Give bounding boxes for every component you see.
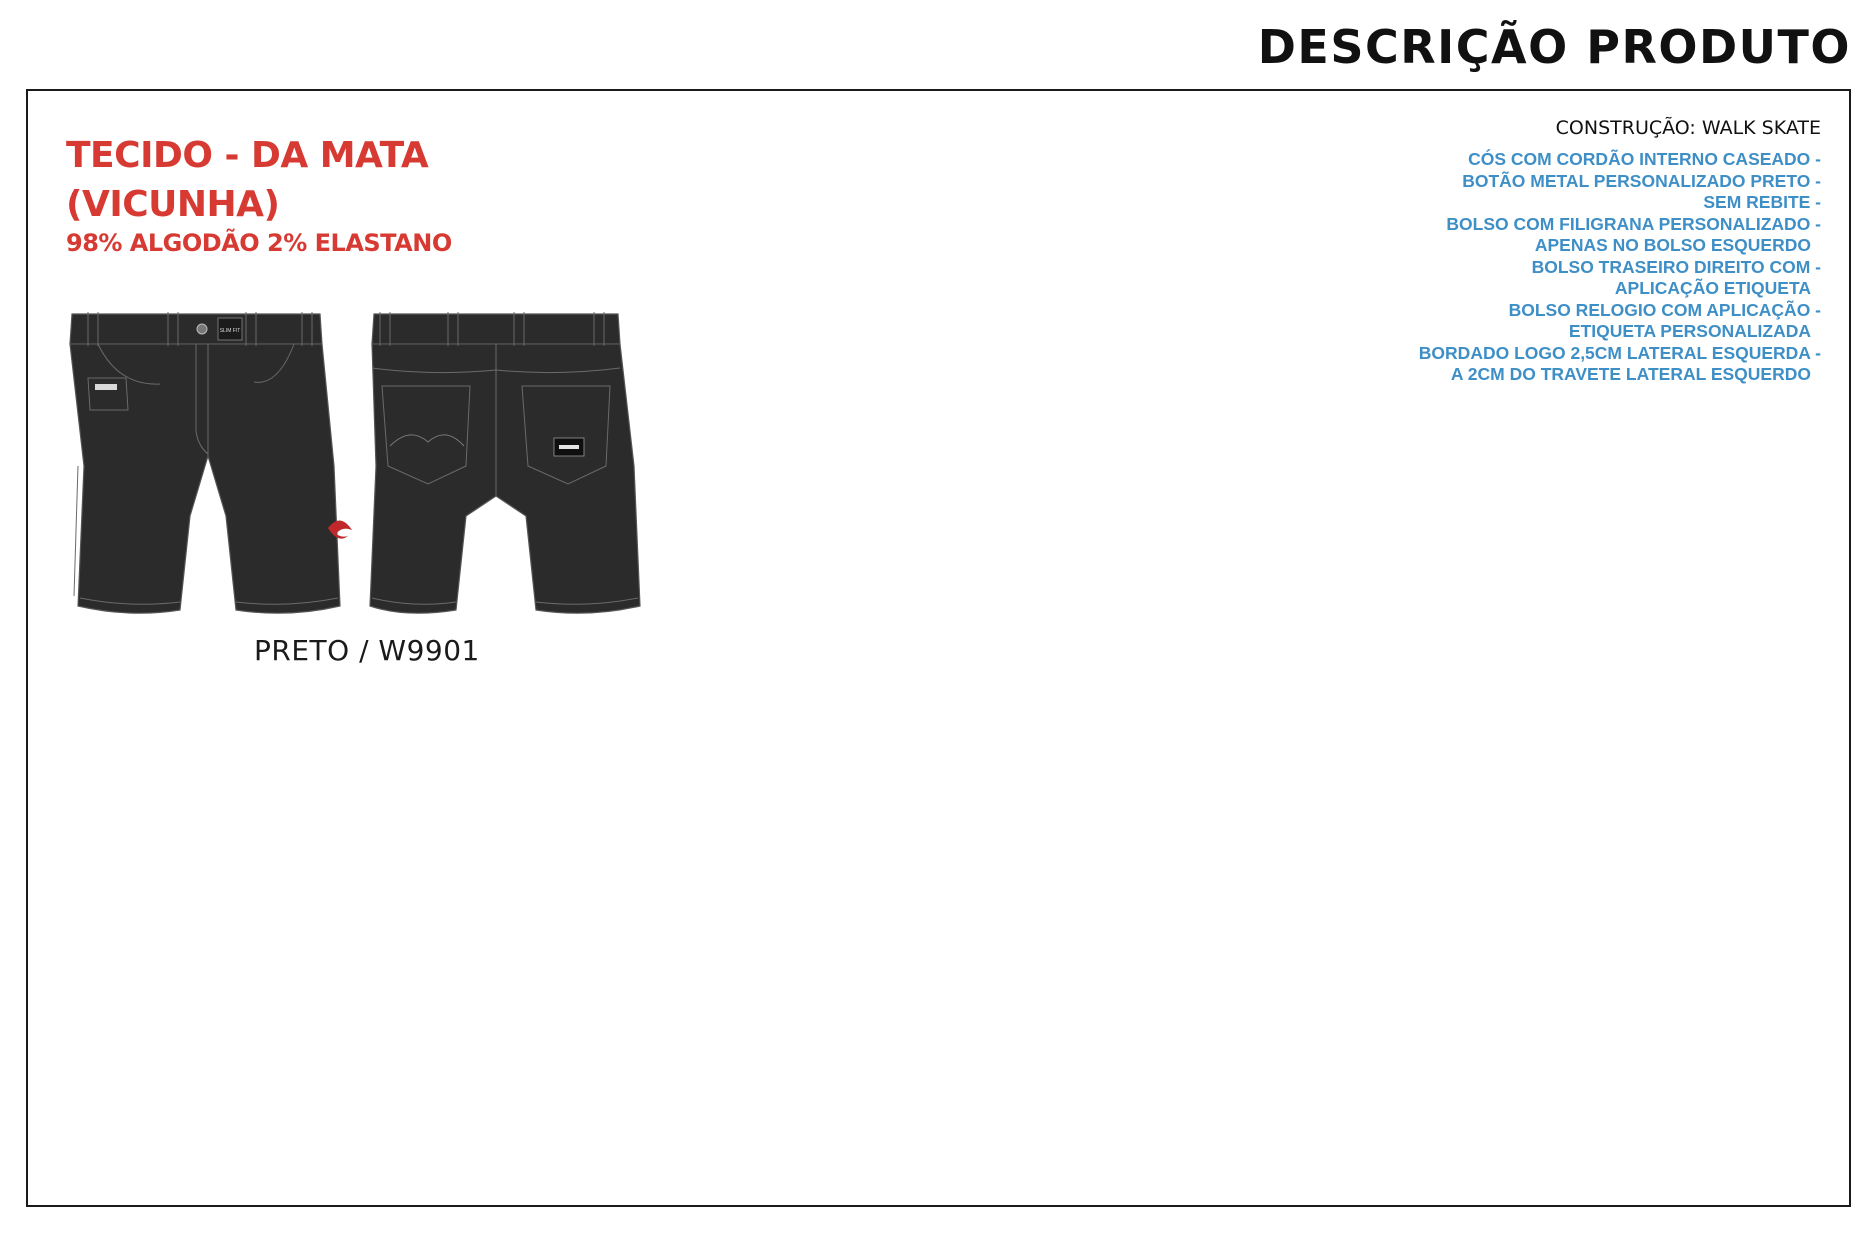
construction-detail: BOLSO TRASEIRO DIREITO COM - (1531, 256, 1821, 277)
construction-detail: SEM REBITE - (1703, 192, 1821, 212)
garment-illustrations (58, 306, 658, 636)
construction-detail: APENAS NO BOLSO ESQUERDO (1534, 235, 1811, 255)
fabric-composition: 98% ALGODÃO 2% ELASTANO (66, 229, 452, 257)
construction-detail: BOLSO RELOGIO COM APLICAÇÃO - (1508, 299, 1821, 320)
page-title: DESCRIÇÃO PRODUTO (1257, 20, 1851, 74)
pocket-logo-icon (95, 384, 117, 390)
construction-detail: BOTÃO METAL PERSONALIZADO PRETO - (1462, 170, 1821, 191)
shorts-back-illustration (358, 306, 658, 636)
shorts-front-illustration (58, 306, 358, 636)
construction-detail: BORDADO LOGO 2,5CM LATERAL ESQUERDA - (1418, 342, 1821, 363)
construction-detail: APLICAÇÃO ETIQUETA (1614, 278, 1811, 298)
colorway-label: PRETO / W9901 (254, 634, 480, 667)
construction-info (1419, 117, 1821, 386)
fabric-name-line-1: TECIDO - DA MATA (66, 135, 429, 176)
label-logo-icon (559, 445, 579, 449)
waistband-patch-text: SLIM FIT (219, 328, 241, 334)
construction-detail: BOLSO COM FILIGRANA PERSONALIZADO - (1446, 213, 1821, 234)
construction-title: CONSTRUÇÃO: WALK SKATE (1555, 117, 1821, 139)
product-sheet-frame (26, 89, 1851, 1207)
fabric-info (66, 131, 452, 257)
construction-detail: CÓS COM CORDÃO INTERNO CASEADO - (1468, 149, 1821, 169)
construction-detail: A 2CM DO TRAVETE LATERAL ESQUERDO (1450, 364, 1811, 384)
construction-detail: ETIQUETA PERSONALIZADA (1568, 321, 1811, 341)
button-icon (197, 324, 207, 334)
fabric-name-line-2: (VICUNHA) (66, 184, 280, 225)
